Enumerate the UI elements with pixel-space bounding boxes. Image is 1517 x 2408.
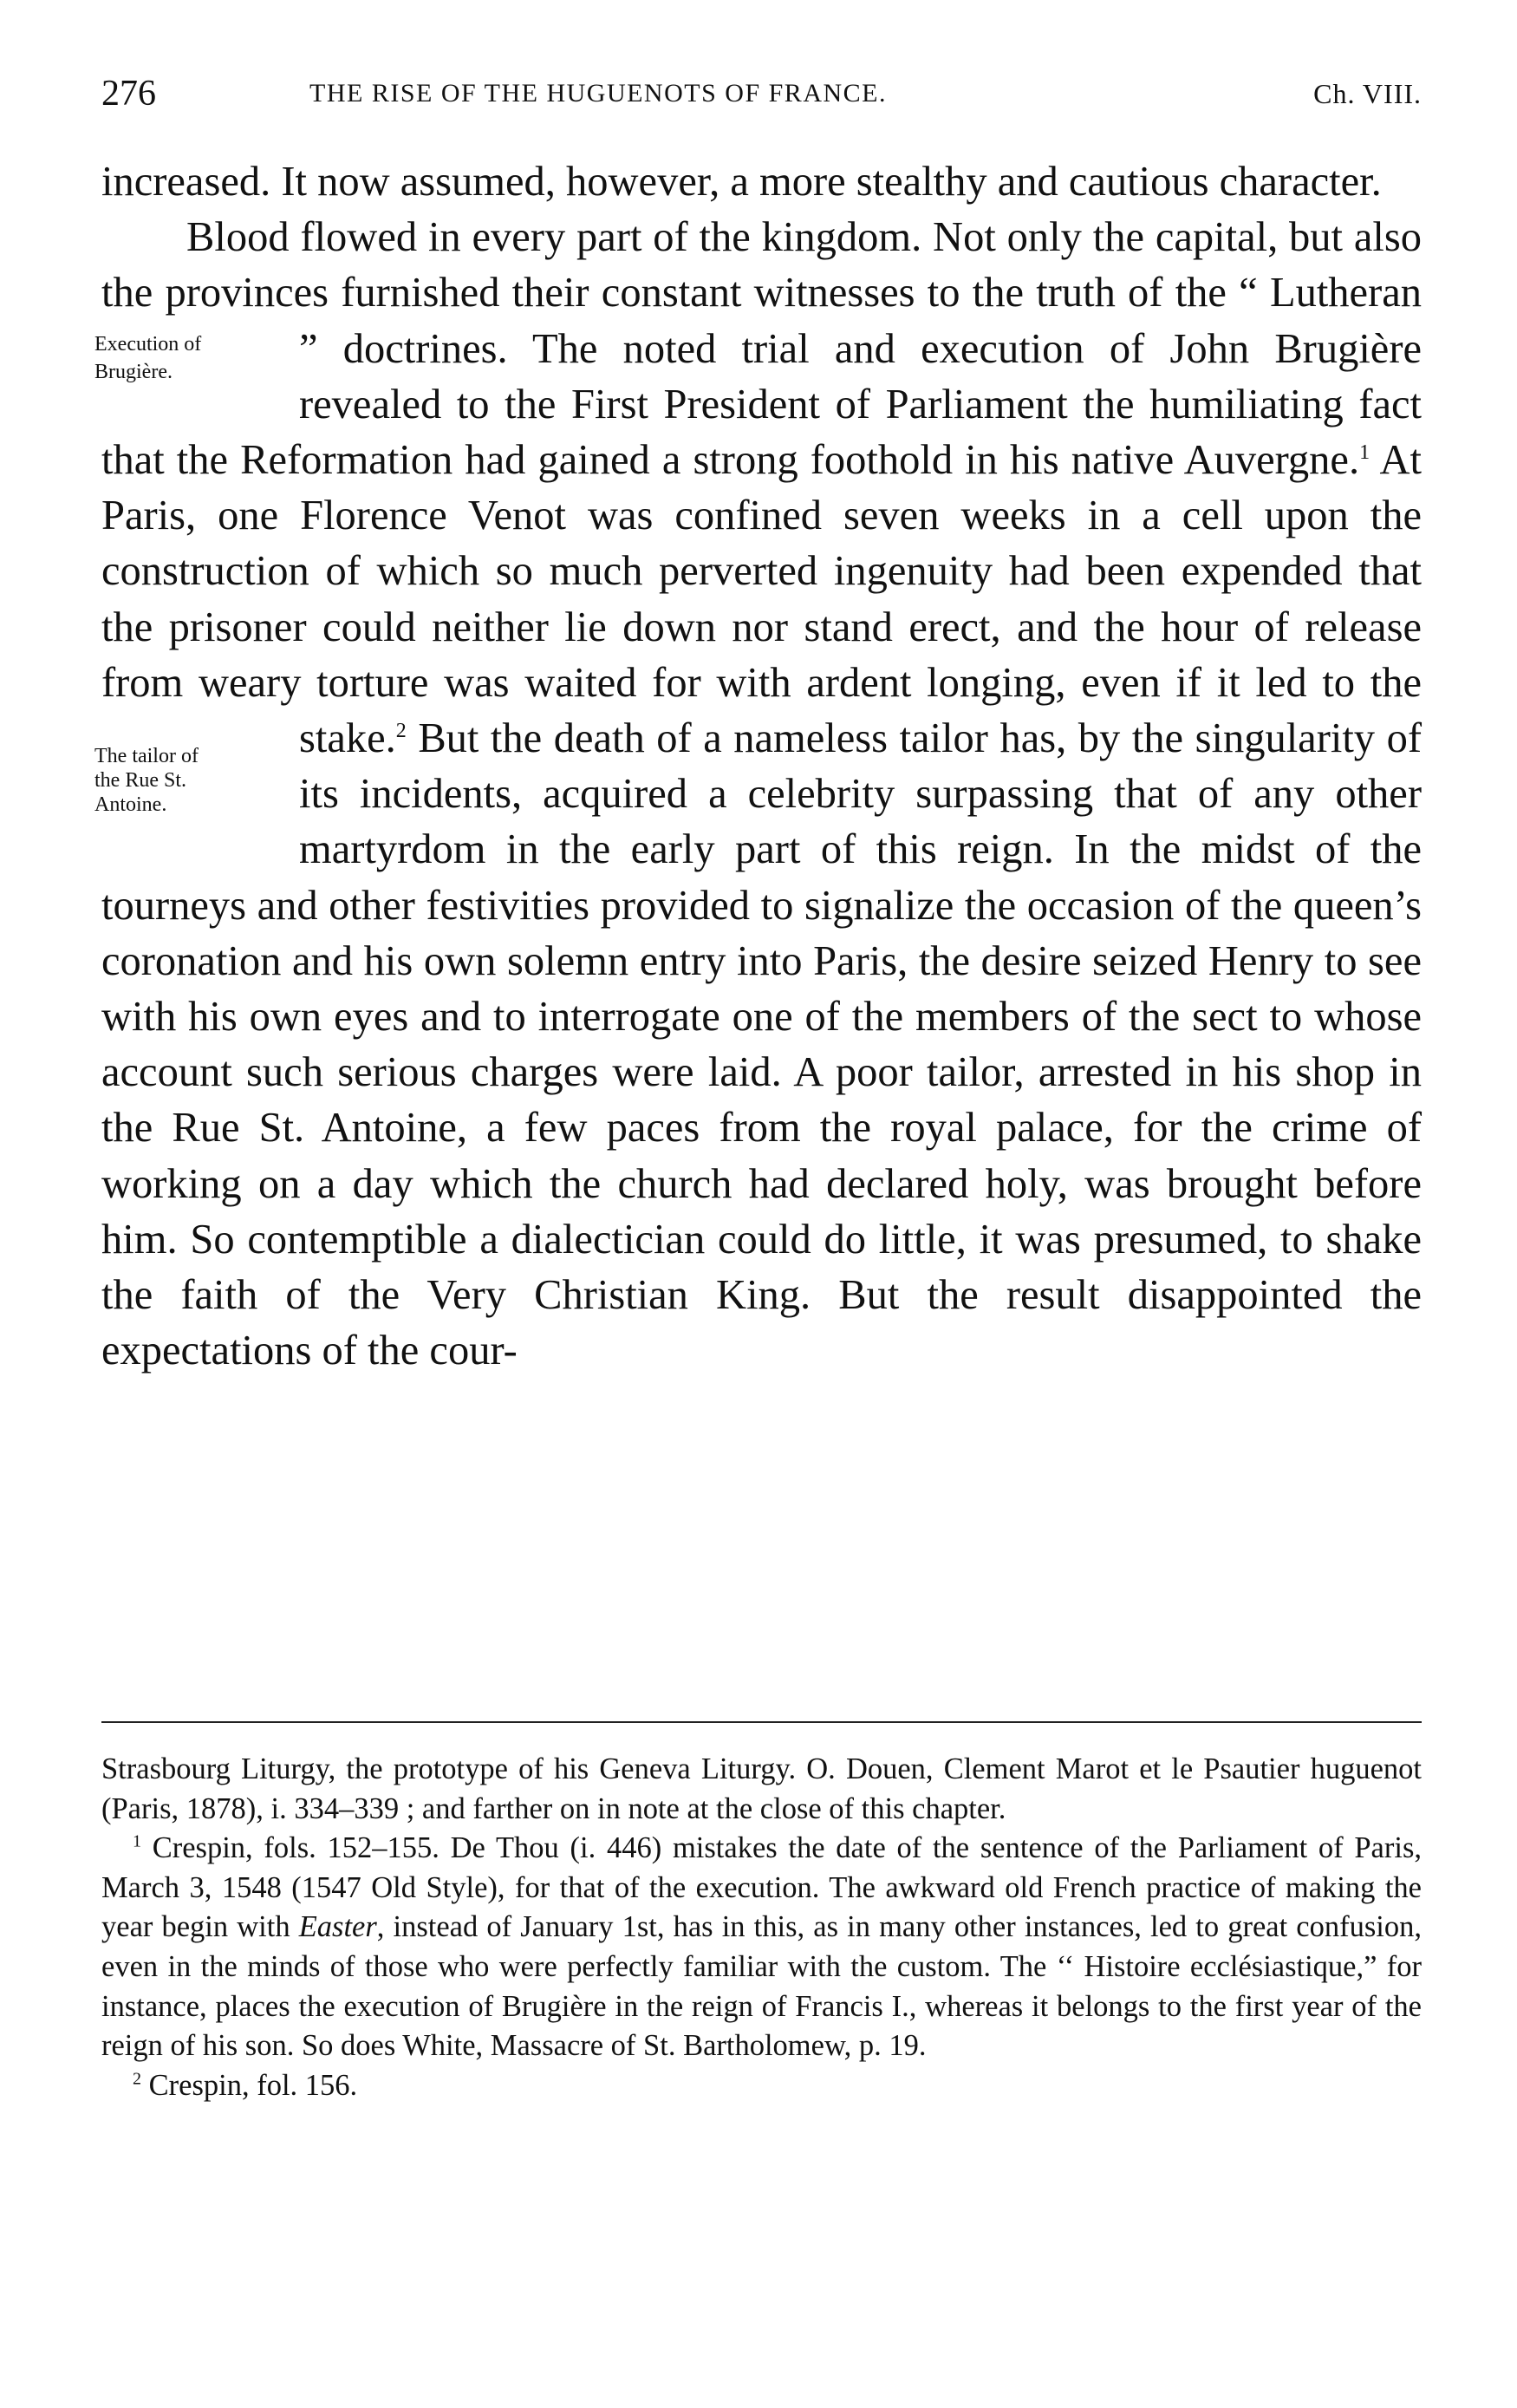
margin-note-execution-line-1: Execution of xyxy=(94,332,202,356)
paragraph-2-part-e: But the death of a nameless tailor has, by the singularity of its incidents, acquired a celebrity surpassing that of any other martyrdom in the early part of this reign. In the midst of the tourneys and other festivities provided to signalize the occasion of the queen’s coronation and his own solemn entry into Paris, the desire seized Henry to see with his own eyes and to interrogate one of the members of the sect to whose account such serious charges were laid. A poor tailor, arrested in his shop in the Rue St. Antoine, a few paces from the royal palace, for the crime of working on a day which the church had declared holy, was brought before him. So contemptible a dialectician could do little, it was presumed, to shake the faith of the Very Christian King. But the result disappointed the expectations of the cour- xyxy=(101,715,1422,1374)
footnote-ref-1: 1 xyxy=(1359,440,1371,464)
footnote-ref-2: 2 xyxy=(395,719,407,742)
main-text xyxy=(94,154,1423,1379)
footnote-1-emphasis: Easter xyxy=(298,1910,377,1944)
footnote-1-number: 1 xyxy=(133,1831,141,1851)
margin-note-tailor-line-2: the Rue St. xyxy=(94,769,186,793)
paragraph-2-part-d: to the stake. xyxy=(299,659,1422,762)
paragraph-1: increased. It now assumed, however, a more stealthy and cautious character. xyxy=(101,159,1382,205)
chapter-label: Ch. VIII. xyxy=(1313,78,1422,109)
margin-note-execution xyxy=(94,322,299,433)
margin-note-tailor-line-1: The tailor of xyxy=(94,745,199,768)
margin-note-tailor xyxy=(94,711,299,878)
paragraph-2 xyxy=(94,210,1423,1379)
page-number: 276 xyxy=(101,74,156,114)
footnote-2-number: 2 xyxy=(133,2069,141,2089)
footnote-2-text: Crespin, fol. 156. xyxy=(141,2068,358,2102)
running-title: THE RISE OF THE HUGUENOTS OF FRANCE. xyxy=(309,79,887,108)
footnote-1-text-b: , instead of January 1st, has in this, as in many other instances, led to great confusion, even in the minds of those who were perfectly familiar with the custom. The ‘‘ Histoire ecclésiastique,” for instance, places the execution of Brugière in the reign of Francis I., whereas it belongs to the first year of the reign of his son. So does White, Massacre of St. Bartholomew, p. 19. xyxy=(101,1910,1422,2063)
footnotes xyxy=(101,1750,1422,2105)
margin-note-execution-line-2: Brugière. xyxy=(94,360,173,383)
footnote-continuation: Strasbourg Liturgy, the prototype of his Geneva Liturgy. O. Douen, Clement Marot et le Psautier huguenot (Paris, 1878), i. 334–339 ; and farther on in note at the close of this chapter. xyxy=(101,1752,1422,1825)
paragraph-2-part-c: At Paris, one Florence Venot was confined seven weeks in a cell upon the construction of which so much perverted ingenuity had been expended that the prisoner could neither lie down nor stand erect, and the hour of release from weary torture was waited for with ardent longing, even if it led xyxy=(101,437,1423,706)
margin-note-tailor-line-3: Antoine. xyxy=(94,793,167,817)
footnote-2 xyxy=(101,2066,1422,2106)
paragraph-2-part-a: Blood flowed in every part of the kingdom. Not only the capital, but also the provinces furnished their constant witnesses to the truth of the “ Lutheran ” doctrines. The noted trial and xyxy=(101,214,1422,372)
footnote-rule xyxy=(101,1721,1422,1723)
paragraph-2-part-b: execution of John Brugière revealed to the First President of Parliament the humiliating fact that the Reformation had gained a strong foothold in his native Auvergne. xyxy=(101,325,1422,484)
running-header xyxy=(101,68,1422,120)
footnote-1 xyxy=(101,1829,1422,2066)
footnote-1-text-a: Crespin, fols. 152–155. De Thou (i. 446) mistakes the date of the sentence of the Parliament of Paris, March 3, 1548 (1547 Old Style), for that of the execution. The awkward old French practice of making the year begin with xyxy=(101,1831,1422,1944)
